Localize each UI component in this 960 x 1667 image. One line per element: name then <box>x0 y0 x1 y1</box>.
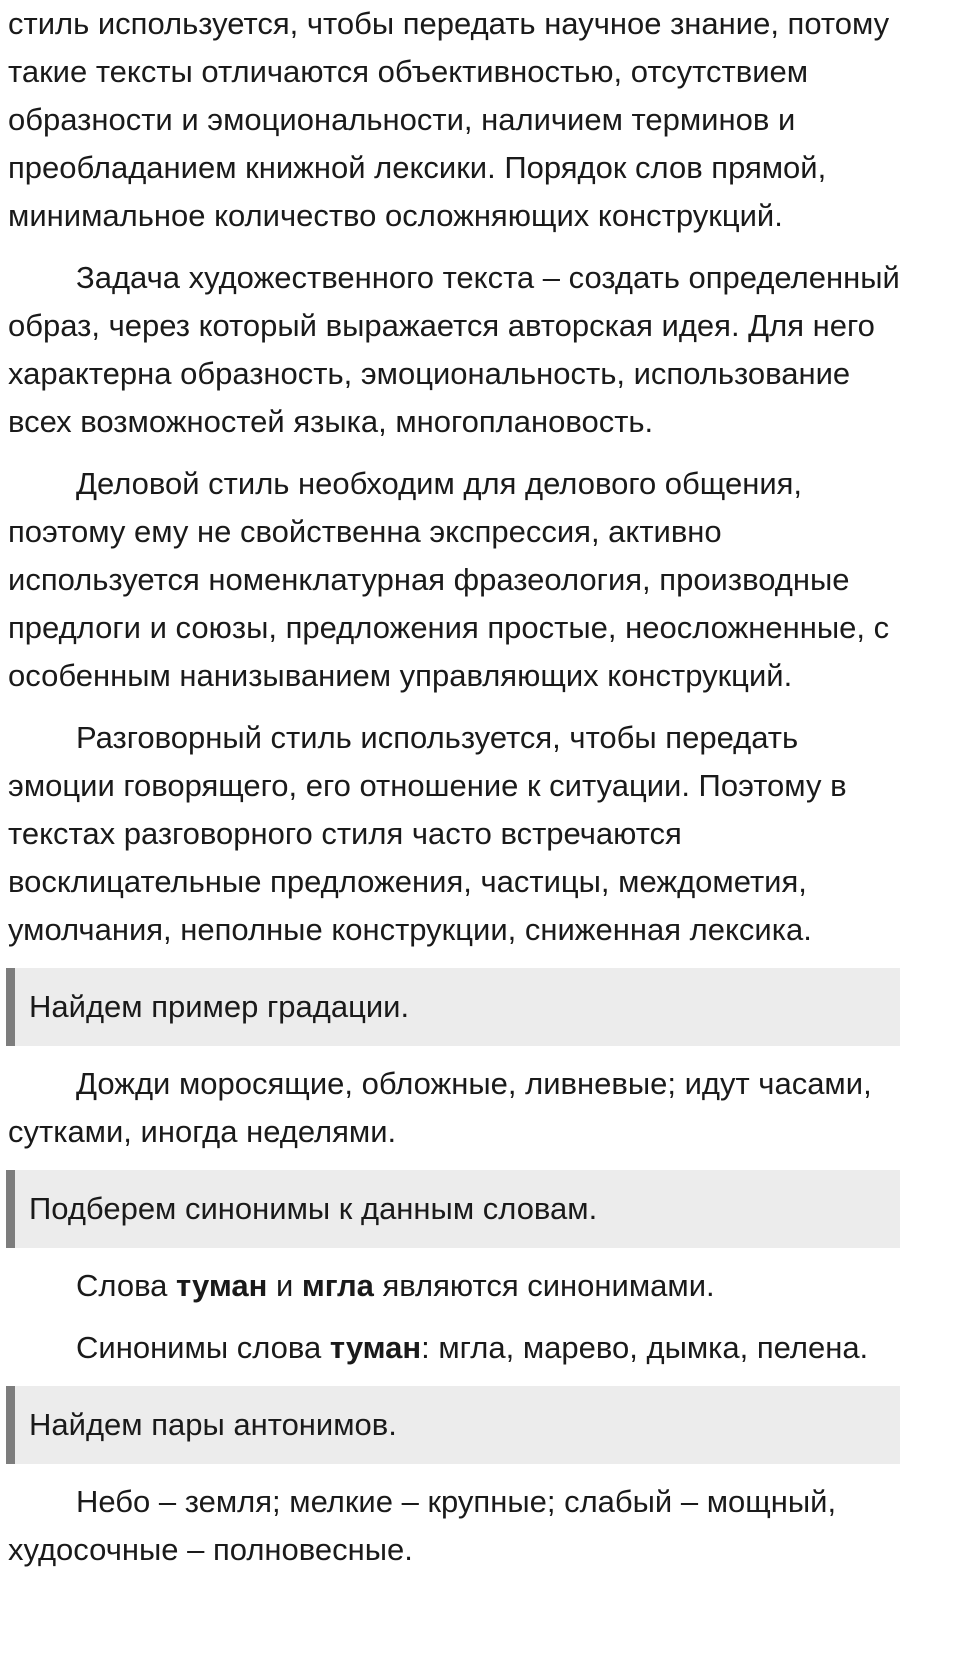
callout-synonyms-text: Подберем синонимы к данным словам. <box>29 1191 598 1226</box>
synonyms-line1-post: являются синонимами. <box>373 1268 715 1303</box>
callout-gradation <box>6 968 900 1046</box>
callout-synonyms <box>6 1170 900 1248</box>
paragraph-antonyms-example: Небо – земля; мелкие – крупные; слабый – мощный, худосочные – полновесные. <box>8 1484 837 1567</box>
paragraph-synonyms-list <box>8 1324 900 1372</box>
paragraph-gradation-example: Дожди моросящие, обложные, ливневые; идут часами, сутками, иногда неделями. <box>8 1066 872 1149</box>
paragraph-synonyms-statement <box>8 1262 900 1310</box>
synonyms-word-mgla: мгла <box>301 1268 374 1303</box>
synonyms-word-tuman: туман <box>176 1268 268 1303</box>
paragraph-business-style: Деловой стиль необходим для делового общения, поэтому ему не свойственна экспрессия, активно используется номенклатурная фразеология, производные предлоги и союзы, предложения простые, неосложненные, с особенным нанизыванием управляющих конструкций. <box>8 466 890 693</box>
callout-antonyms-text: Найдем пары антонимов. <box>29 1407 397 1442</box>
callout-gradation-text: Найдем пример градации. <box>29 989 410 1024</box>
synonyms-word-tuman-2: туман <box>329 1330 422 1365</box>
synonyms-line1-pre: Слова <box>76 1268 177 1303</box>
callout-antonyms <box>6 1386 900 1464</box>
synonyms-line2-post: : мгла, марево, дымка, пелена. <box>421 1330 869 1365</box>
paragraph-scientific-style: стиль используется, чтобы передать научное знание, потому такие тексты отличаются объективностью, отсутствием образности и эмоциональности, наличием терминов и преобладанием книжной лексики. Порядок слов прямой, минимальное количество осложняющих конструкций. <box>8 6 890 233</box>
paragraph-colloquial-style: Разговорный стиль используется, чтобы передать эмоции говорящего, его отношение к ситуации. Поэтому в текстах разговорного стиля часто встречаются восклицательные предложения, частицы, междометия, умолчания, неполные конструкции, сниженная лексика. <box>8 720 847 947</box>
synonyms-line2-pre: Синонимы слова <box>76 1330 330 1365</box>
paragraph-artistic-style: Задача художественного текста – создать определенный образ, через который выражается авторская идея. Для него характерна образность, эмоциональность, использование всех возможностей языка, многоплановость. <box>8 260 900 439</box>
synonyms-line1-mid: и <box>267 1268 302 1303</box>
